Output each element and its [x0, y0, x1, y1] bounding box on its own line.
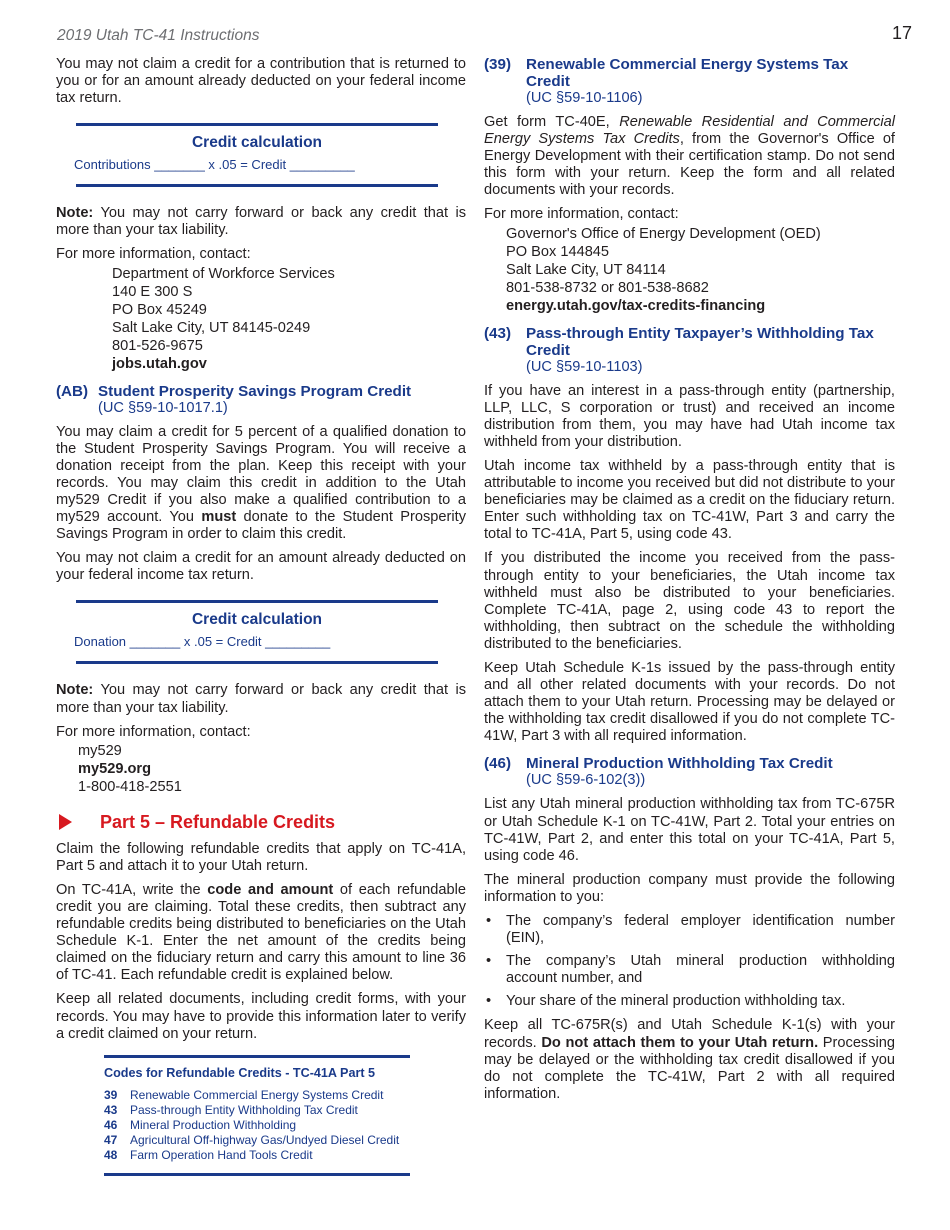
address-website-link[interactable]: jobs.utah.gov	[112, 355, 207, 372]
refundable-codes-box	[104, 1055, 410, 1176]
contact-address-workforce	[56, 265, 466, 373]
section-46-paragraph: List any Utah mineral production withholding tax from TC-675R or Utah Schedule K-1 on TC-41W, Part 2. Total your entries on TC-41W, Part 2, and enter this total on your TC-41A, Part 5, using code 46.	[484, 796, 895, 864]
credit-calculation-box-2	[76, 600, 438, 664]
note-text: You may not carry forward or back any credit that is more than your tax liability.	[56, 682, 466, 716]
note-paragraph	[56, 205, 466, 239]
text-run: Get form TC-40E,	[484, 114, 620, 130]
section-code: (AB)	[56, 382, 89, 400]
code-label: Mineral Production Withholding	[130, 1117, 297, 1132]
code-row	[104, 1103, 410, 1118]
section-title: Student Prosperity Savings Program Credit	[98, 382, 412, 400]
code-label: Agricultural Off-highway Gas/Undyed Diesel Credit	[130, 1132, 400, 1147]
section-46-heading	[484, 755, 895, 789]
address-website-link[interactable]: my529.org	[78, 760, 152, 777]
contact-label: For more information, contact:	[56, 246, 251, 263]
credit-calculation-title: Credit calculation	[191, 611, 323, 629]
address-line: Salt Lake City, UT 84114	[506, 261, 666, 278]
contact-label: For more information, contact:	[484, 206, 679, 223]
address-line: PO Box 144845	[506, 243, 610, 260]
section-46-paragraph-3	[484, 1017, 895, 1102]
section-citation: (UC §59-6-102(3))	[526, 772, 646, 789]
code-row	[104, 1148, 410, 1163]
section-39-paragraph	[484, 114, 895, 199]
section-title: Mineral Production Withholding Tax Credit	[526, 755, 833, 773]
section-46-paragraph-2: The mineral production company must provide the following information to you:	[484, 871, 895, 905]
part-5-paragraph-3: Keep all related documents, including credit forms, with your records. You may have to provide this information later to verify a credit claimed on your return.	[56, 991, 466, 1042]
section-43-paragraph: If you have an interest in a pass-through entity (partnership, LLP, LLC, S corporation or trust) and received an income distribution from them, you may have had Utah income tax withheld from your distribution.	[484, 382, 895, 450]
part-5-paragraph-2	[56, 882, 466, 985]
code-label: Renewable Commercial Energy Systems Credit	[130, 1087, 384, 1102]
section-43-paragraph-4: Keep Utah Schedule K-1s issued by the pass-through entity and all other related documents with your records. Do not attach them to your Utah return. Processing may be delayed or the withholding tax credit disallowed if you do not complete TC-41W, Part 3 with all required information.	[484, 659, 895, 745]
emphasis-text: Do not attach them to your Utah return.	[541, 1034, 819, 1051]
note-paragraph	[56, 682, 466, 716]
text-run: On TC-41A, write the	[56, 881, 208, 898]
code-number: 46	[104, 1117, 118, 1132]
note-text: You may not carry forward or back any credit that is more than your tax liability.	[56, 205, 466, 239]
part-title: Part 5 – Refundable Credits	[100, 811, 336, 832]
text-run: of each refundable credit you are claiming. Total these credits, then subtract any refundable credits being distributed to beneficiaries on the Utah Schedule K-1. Enter the net amount of the credits being claimed on the fiduciary return and carry this amount to line 36 of TC-41. Each refundable credit is explained below.	[56, 881, 467, 984]
section-citation: (UC §59-10-1106)	[526, 90, 643, 106]
emphasis-text: code and amount	[207, 881, 334, 898]
contact-address-oed	[484, 225, 895, 315]
codes-box-title: Codes for Refundable Credits - TC-41A Part 5	[104, 1065, 376, 1080]
section-code: (43)	[484, 324, 512, 342]
page-number: 17	[891, 23, 912, 43]
section-citation: (UC §59-10-1103)	[526, 358, 643, 375]
section-code: (46)	[484, 755, 512, 773]
credit-calculation-formula: Donation _______ x .05 = Credit _________	[74, 634, 331, 650]
section-title: Renewable Commercial Energy Systems Tax Credit	[526, 56, 849, 90]
address-phone: 1-800-418-2551	[78, 778, 182, 795]
right-column	[484, 56, 895, 1110]
section-code: (39)	[484, 56, 512, 73]
section-ab-heading	[56, 383, 466, 417]
text-run: donate to the Student Prosperity Savings Program in order to claim this credit.	[56, 509, 466, 543]
address-line: 140 E 300 S	[112, 283, 193, 300]
form-title-italic: Renewable Residential and Commercial Energy Systems Tax Credits	[484, 114, 895, 148]
section-43-paragraph-3: If you distributed the income you received from the pass-through entity to your beneficiaries, the Utah income tax withheld must also be distributed to your beneficiaries. Complete TC-41A, page 2, using code 43 to report the withholding, then subtract on the schedule the withholding distributed to the beneficiaries.	[484, 550, 895, 652]
code-label: Pass-through Entity Withholding Tax Credit	[130, 1102, 358, 1117]
address-line: PO Box 45249	[112, 301, 207, 318]
code-number: 48	[104, 1147, 118, 1162]
note-label: Note:	[56, 205, 94, 222]
code-number: 47	[104, 1132, 118, 1147]
credit-calculation-title: Credit calculation	[191, 134, 323, 152]
text-run: , from the Governor's Office of Energy Development with their certification stamp. Do not send this form with your return. Keep the form and all related documents with your records.	[484, 131, 895, 199]
code-label: Farm Operation Hand Tools Credit	[130, 1147, 313, 1162]
text-run: Keep all TC-675R(s) and Utah Schedule K-1(s) with your records.	[484, 1017, 895, 1051]
intro-paragraph: You may not claim a credit for a contribution that is returned to you or for an amount already deducted on your federal income tax return.	[56, 56, 466, 107]
address-line: Governor's Office of Energy Development (OED)	[506, 225, 821, 242]
info-bullet-list	[484, 913, 895, 1010]
list-item: • The company’s federal employer identification number (EIN),	[484, 913, 895, 947]
list-item: • The company’s Utah mineral production withholding account number, and	[484, 953, 895, 987]
code-number: 43	[104, 1102, 118, 1117]
address-line: Department of Workforce Services	[112, 265, 335, 282]
address-phone: 801-526-9675	[112, 337, 203, 354]
code-row	[104, 1088, 410, 1103]
section-ab-paragraph	[56, 424, 466, 544]
address-website-link[interactable]: energy.utah.gov/tax-credits-financing	[506, 297, 766, 314]
list-item: • Your share of the mineral production withholding tax.	[484, 993, 895, 1010]
text-run: Processing may be delayed or the withholding tax credit disallowed if you do not complete the TC-41W, Part 2 with all required information.	[484, 1034, 896, 1102]
code-row	[104, 1118, 410, 1133]
note-label: Note:	[56, 682, 94, 699]
section-title: Pass-through Entity Taxpayer’s Withholding Tax Credit	[526, 324, 874, 359]
part-5-paragraph: Claim the following refundable credits that apply on TC-41A, Part 5 and attach it to your Utah return.	[56, 840, 466, 874]
part-5-heading	[56, 812, 466, 833]
contact-label: For more information, contact:	[56, 723, 251, 740]
section-43-heading	[484, 325, 895, 376]
section-citation: (UC §59-10-1017.1)	[98, 399, 228, 416]
emphasis-text: must	[201, 509, 237, 526]
text-run: You may claim a credit for 5 percent of a qualified donation to the Student Prosperity Savings Program. You will receive a donation receipt from the plan. Keep this receipt with your records. You may claim this credit in addition to the Utah my529 Credit if you also make a qualified contribution to a my529 account. You	[56, 423, 466, 526]
address-phone: 801-538-8732 or 801-538-8682	[506, 279, 709, 296]
credit-calculation-box-1	[76, 123, 438, 187]
code-number: 39	[104, 1087, 118, 1102]
address-line: Salt Lake City, UT 84145-0249	[112, 319, 311, 336]
running-header: 2019 Utah TC-41 Instructions	[57, 27, 260, 44]
credit-calculation-formula: Contributions _______ x .05 = Credit _________	[74, 157, 355, 173]
triangle-bullet-icon	[59, 814, 72, 830]
address-line: my529	[78, 742, 122, 759]
section-ab-paragraph-2: You may not claim a credit for an amount already deducted on your federal income tax return.	[56, 550, 466, 584]
section-39-heading	[484, 56, 895, 107]
code-row	[104, 1133, 410, 1148]
contact-address-my529	[56, 742, 466, 796]
left-column	[56, 56, 466, 1176]
section-43-paragraph-2: Utah income tax withheld by a pass-through entity that is attributable to income you received but did not distribute to your beneficiaries may be claimed as a credit on the fiduciary return. Enter such withholding tax on TC-41W, Part 3 and carry the total to TC-41A, Part 5, using code 43.	[484, 457, 895, 543]
